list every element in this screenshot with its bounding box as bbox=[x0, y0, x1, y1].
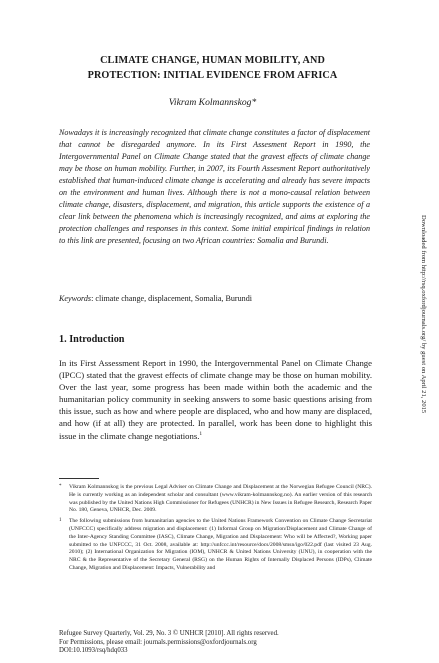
author-name: Vikram Kolmannskog* bbox=[168, 97, 257, 108]
keywords bbox=[59, 293, 370, 304]
download-banner bbox=[420, 215, 434, 655]
footnote-text: The following submissions from humanitarian agencies to the United Nations Framework Convention on Climate Change Secretariat (UNFCCC) specifically address migration and displacement: (1) Informal Group on Migration/Displacement and Climate Change of the Inter-Agency Standing Committee (IASC), Climate Change, Migration and Displacement: Who will be Affected?, Working paper submitted to the UNFCCC, 31 Oct. 2008, available at: http://unfccc.int/resource/docs/2008/smsn/igo/022.pdf (last visited 23 Aug. 2010); (2) International Organization for Migration (IOM), UNHCR & United Nations University (UNU), in cooperation with the NRC & the Representative of the Secretary General (RSG) on the Human Rights of Internally Displaced Persons (IDPs), Climate Change, Migration and Displacement: Impacts, Vulnerability and bbox=[69, 518, 372, 571]
journal-footer bbox=[59, 630, 379, 656]
download-banner-text[interactable]: Downloaded from http://rsq.oxfordjournals.org/ by guest on April 21, 2015 bbox=[420, 215, 427, 414]
journal-citation: Refugee Survey Quarterly, Vol. 29, No. 3 © UNHCR [2010]. All rights reserved. bbox=[59, 630, 279, 637]
introduction-paragraph: In its First Assessment Report in 1990, the Intergovernmental Panel on Climate Change (IPCC) stated that the gravest effects of climate change may be those on human mobility. Over the last year, some progress has been made within both the academic and the humanitarian policy community in seeking answers to some basic questions arising from this issue, such as how and where people are displaced, who and how many are displaced, and how (if at all) they are protected. In parallel, work has been done to highlight this issue in the climate change negotiations. bbox=[59, 358, 372, 441]
footnote-text: Vikram Kolmannskog is the previous Legal Adviser on Climate Change and Displacement at the Norwegian Refugee Council (NRC). He is currently working as an independent scholar and consultant (www.vikram-kolmannskog.no). An earlier version of this research was published by the United Nations High Commissioner for Refugees (UNHCR) in New Issues in Refugee Research, Research Paper No. 180, Geneva, UNHCR, Dec. 2009. bbox=[69, 484, 372, 514]
keywords-label: Keywords bbox=[59, 294, 92, 303]
footnote-1 bbox=[59, 518, 372, 573]
keywords-list: : climate change, displacement, Somalia, Burundi bbox=[91, 294, 253, 303]
article-title-line-2: PROTECTION: INITIAL EVIDENCE FROM AFRICA bbox=[87, 70, 338, 81]
footnote-mark: * bbox=[59, 484, 62, 489]
footnote-mark: 1 bbox=[59, 518, 62, 524]
abstract-text: Nowadays it is increasingly recognized that climate change constitutes a factor of displacement that cannot be disregarded anymore. In its First Assesment Report in 1990, the Intergovernmental Panel on Climate Change stated that the gravest effects of climate change may be those on human mobility. Further, in 2007, its Fourth Assesment Report authoritatively established that human-induced climate change is accelerating and already has severe impacts on the environment and human lives. Although there is not a mono-causal relation between climate change, disasters, displacement, and migration, this article supports the existence of a clear link between the phenomena which is increasingly recognized, and aims at exploring the protection challenges and responses in this context. Some initial empirical findings in relation to this link are presented, focusing on two African countries: Somalia and Burundi. bbox=[59, 128, 370, 245]
footnote-divider bbox=[59, 478, 99, 479]
abstract bbox=[59, 127, 370, 247]
section-heading-introduction: 1. Introduction bbox=[59, 334, 125, 345]
footnotes bbox=[59, 484, 372, 576]
footnote-author bbox=[59, 484, 372, 515]
introduction-body bbox=[59, 357, 372, 442]
footnote-reference-1[interactable]: 1 bbox=[199, 430, 203, 437]
permissions-line: For Permissions, please email: journals.permissions@oxfordjournals.org bbox=[59, 638, 257, 646]
doi: DOI:10.1093/rsq/hdq033 bbox=[59, 647, 128, 655]
article-title bbox=[40, 53, 385, 83]
article-title-line-1: CLIMATE CHANGE, HUMAN MOBILITY, AND bbox=[100, 55, 325, 66]
